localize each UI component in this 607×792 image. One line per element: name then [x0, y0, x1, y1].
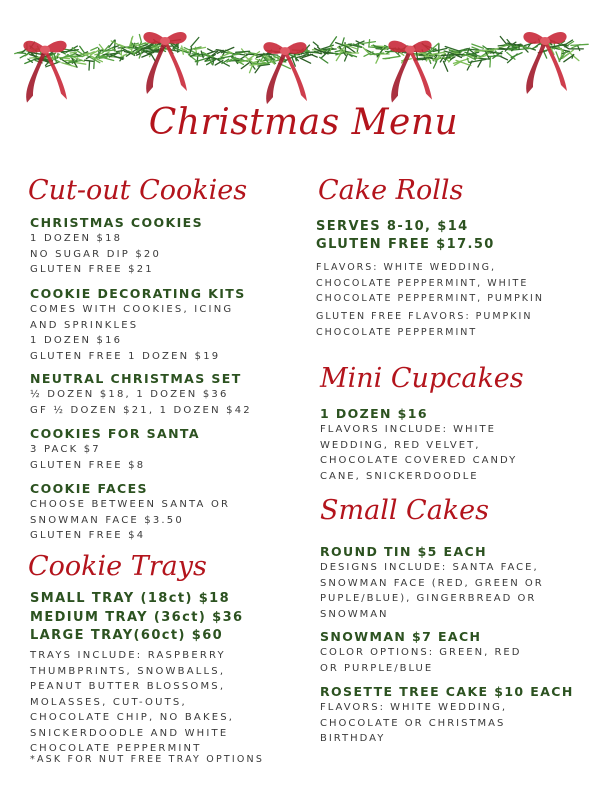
menu-title: Christmas Menu — [148, 102, 459, 143]
cake-rolls-heading: Cake Rolls — [318, 175, 464, 206]
garland-needle — [443, 61, 447, 71]
left-column — [28, 174, 247, 208]
garland-needle — [212, 58, 219, 59]
round-tin-name: ROUND TIN $5 EACH — [320, 544, 487, 559]
mini-cupcakes-section — [320, 362, 524, 396]
cookie-kits-line: COMES WITH COOKIES, ICING — [30, 304, 234, 315]
garland-needle — [70, 52, 76, 53]
small-cakes-section — [320, 494, 489, 528]
cake-rolls-gf-flavors — [316, 309, 532, 340]
rosette-cake-line: BIRTHDAY — [320, 733, 386, 744]
christmas-cookies-item — [30, 214, 203, 278]
garland-needle — [151, 53, 156, 61]
red-bow-icon — [523, 32, 567, 94]
rosette-tree-cake-item — [320, 683, 574, 747]
mini-cupcakes-flavor-line: CANE, SNICKERDOODLE — [320, 470, 479, 482]
mini-cupcakes-heading: Mini Cupcakes — [320, 363, 524, 394]
garland-needle — [313, 42, 318, 46]
tray-includes-line: CHOCOLATE CHIP, NO BAKES, — [30, 712, 235, 723]
round-tin-line: SNOWMAN — [320, 608, 389, 620]
red-bow-icon — [388, 41, 432, 103]
garland-needle — [69, 61, 77, 62]
tray-includes-line: THUMBPRINTS, SNOWBALLS, — [30, 665, 226, 677]
cake-roll-gf-flavor-line: GLUTEN FREE FLAVORS: PUMPKIN — [316, 311, 533, 322]
cookie-trays-heading: Cookie Trays — [28, 551, 207, 582]
cake-rolls-flavors — [316, 260, 544, 307]
nut-free-note-text: *ASK FOR NUT FREE TRAY OPTIONS — [30, 754, 265, 765]
mini-cupcakes-flavor-line: FLAVORS INCLUDE: WHITE — [320, 424, 496, 435]
garland-needle — [114, 40, 115, 51]
garland-needle — [80, 46, 85, 53]
cookie-kits-line: 1 DOZEN $16 — [30, 335, 123, 346]
cookie-kits-line: AND SPRINKLES — [30, 319, 139, 331]
garland-needle — [116, 50, 124, 51]
cake-roll-flavor-line: FLAVORS: WHITE WEDDING, — [316, 262, 497, 273]
garland-needle — [434, 62, 437, 69]
garland-needle — [500, 37, 507, 46]
christmas-cookies-name: CHRISTMAS COOKIES — [30, 215, 204, 230]
garland-needle — [259, 54, 271, 55]
tray-includes-line: SNICKERDOODLE AND WHITE — [30, 727, 229, 739]
cookie-faces-item — [30, 480, 230, 544]
garland-needle — [85, 60, 94, 61]
cookie-decorating-kits-item — [30, 285, 246, 364]
cookie-faces-name: COOKIE FACES — [30, 481, 148, 496]
tray-includes-text — [30, 648, 234, 757]
garland-needle — [191, 38, 199, 47]
neutral-set-name: NEUTRAL CHRISTMAS SET — [30, 371, 242, 386]
neutral-set-line: GF ½ DOZEN $21, 1 DOZEN $42 — [30, 404, 252, 416]
snowman-cake-line: OR PURPLE/BLUE — [320, 662, 434, 674]
garland-needle — [306, 52, 318, 53]
mini-cupcakes-flavor-line: CHOCOLATE COVERED CANDY — [320, 455, 518, 466]
cookies-for-santa-line: 3 PACK $7 — [30, 444, 101, 455]
cookies-for-santa-name: COOKIES FOR SANTA — [30, 426, 200, 441]
cookie-faces-line: CHOOSE BETWEEN SANTA OR — [30, 499, 231, 510]
cake-roll-flavor-line: CHOCOLATE PEPPERMINT, PUMPKIN — [316, 293, 544, 304]
neutral-set-line: ½ DOZEN $18, 1 DOZEN $36 — [30, 389, 229, 400]
nut-free-note — [30, 752, 264, 768]
cake-rolls-prices — [316, 218, 495, 254]
garland-needle — [190, 48, 192, 55]
tray-includes-line: TRAYS INCLUDE: RASPBERRY — [30, 650, 226, 661]
garland-needle — [571, 44, 588, 45]
cookies-for-santa-line: GLUTEN FREE $8 — [30, 459, 146, 471]
garland-needle — [300, 58, 311, 63]
small-cakes-heading: Small Cakes — [320, 495, 490, 526]
round-tin-line: SNOWMAN FACE (RED, GREEN OR — [320, 577, 544, 589]
garland-needle — [320, 57, 328, 63]
garland-with-bows-decoration — [0, 0, 607, 115]
cookie-kits-line: GLUTEN FREE 1 DOZEN $19 — [30, 350, 221, 362]
round-tin-item — [320, 543, 544, 622]
rosette-cake-line: CHOCOLATE OR CHRISTMAS — [320, 717, 506, 729]
cake-roll-flavor-line: CHOCOLATE PEPPERMINT, WHITE — [316, 277, 529, 289]
snowman-cake-line: COLOR OPTIONS: GREEN, RED — [320, 647, 522, 658]
snowman-cake-item — [320, 628, 521, 676]
round-tin-line: PUPLE/BLUE), GINGERBREAD OR — [320, 593, 537, 604]
tray-size-small: SMALL TRAY (18ct) $18 — [30, 591, 231, 606]
red-bow-icon — [263, 42, 307, 104]
garland-needle — [208, 49, 214, 52]
garland-needle — [213, 60, 214, 65]
cutout-cookies-heading: Cut-out Cookies — [28, 175, 248, 206]
tray-size-medium: MEDIUM TRAY (36ct) $36 — [30, 609, 244, 625]
cookie-kits-name: COOKIE DECORATING KITS — [30, 286, 246, 301]
mini-cupcakes-flavor-line: WEDDING, RED VELVET, — [320, 439, 481, 451]
garland-needle — [17, 53, 25, 54]
tray-sizes-list — [30, 590, 243, 646]
garland-needle — [236, 51, 250, 52]
cookie-trays-section — [28, 550, 207, 584]
christmas-cookies-line: 1 DOZEN $18 — [30, 233, 123, 244]
cake-rolls-section — [318, 174, 463, 208]
garland-needle — [139, 35, 141, 43]
red-bow-icon — [143, 32, 187, 94]
garland-needle — [511, 53, 522, 58]
christmas-cookies-line: GLUTEN FREE $21 — [30, 264, 154, 275]
garland-needle — [89, 61, 90, 70]
cookie-faces-line: SNOWMAN FACE $3.50 — [30, 514, 184, 526]
cake-roll-price: SERVES 8-10, $14 — [316, 219, 469, 234]
red-bow-icon — [23, 41, 67, 103]
garland-needle — [91, 47, 98, 50]
cookies-for-santa-item — [30, 425, 200, 473]
rosette-cake-name: ROSETTE TREE CAKE $10 EACH — [320, 684, 574, 699]
garland-needle — [556, 52, 560, 62]
round-tin-line: DESIGNS INCLUDE: SANTA FACE, — [320, 562, 539, 573]
cake-roll-gf-price: GLUTEN FREE $17.50 — [316, 237, 495, 252]
rosette-cake-line: FLAVORS: WHITE WEDDING, — [320, 702, 508, 713]
garland-needle — [369, 40, 370, 48]
christmas-cookies-line: NO SUGAR DIP $20 — [30, 248, 162, 260]
tray-includes-line: MOLASSES, CUT-OUTS, — [30, 696, 187, 708]
tray-includes-line: PEANUT BUTTER BLOSSOMS, — [30, 681, 226, 692]
tray-size-large: LARGE TRAY(60ct) $60 — [30, 628, 224, 643]
neutral-christmas-set-item — [30, 370, 252, 418]
mini-cupcakes-item — [320, 405, 517, 484]
mini-cupcakes-price: 1 DOZEN $16 — [320, 406, 428, 421]
garland-needle — [414, 53, 421, 54]
cookie-faces-line: GLUTEN FREE $4 — [30, 530, 146, 541]
garland-needle — [192, 54, 207, 55]
garland-needle — [182, 46, 184, 54]
tray-includes-line: CHOCOLATE PEPPERMINT — [30, 743, 202, 754]
snowman-cake-name: SNOWMAN $7 EACH — [320, 629, 482, 644]
cake-roll-gf-flavor-line: CHOCOLATE PEPPERMINT — [316, 326, 478, 338]
